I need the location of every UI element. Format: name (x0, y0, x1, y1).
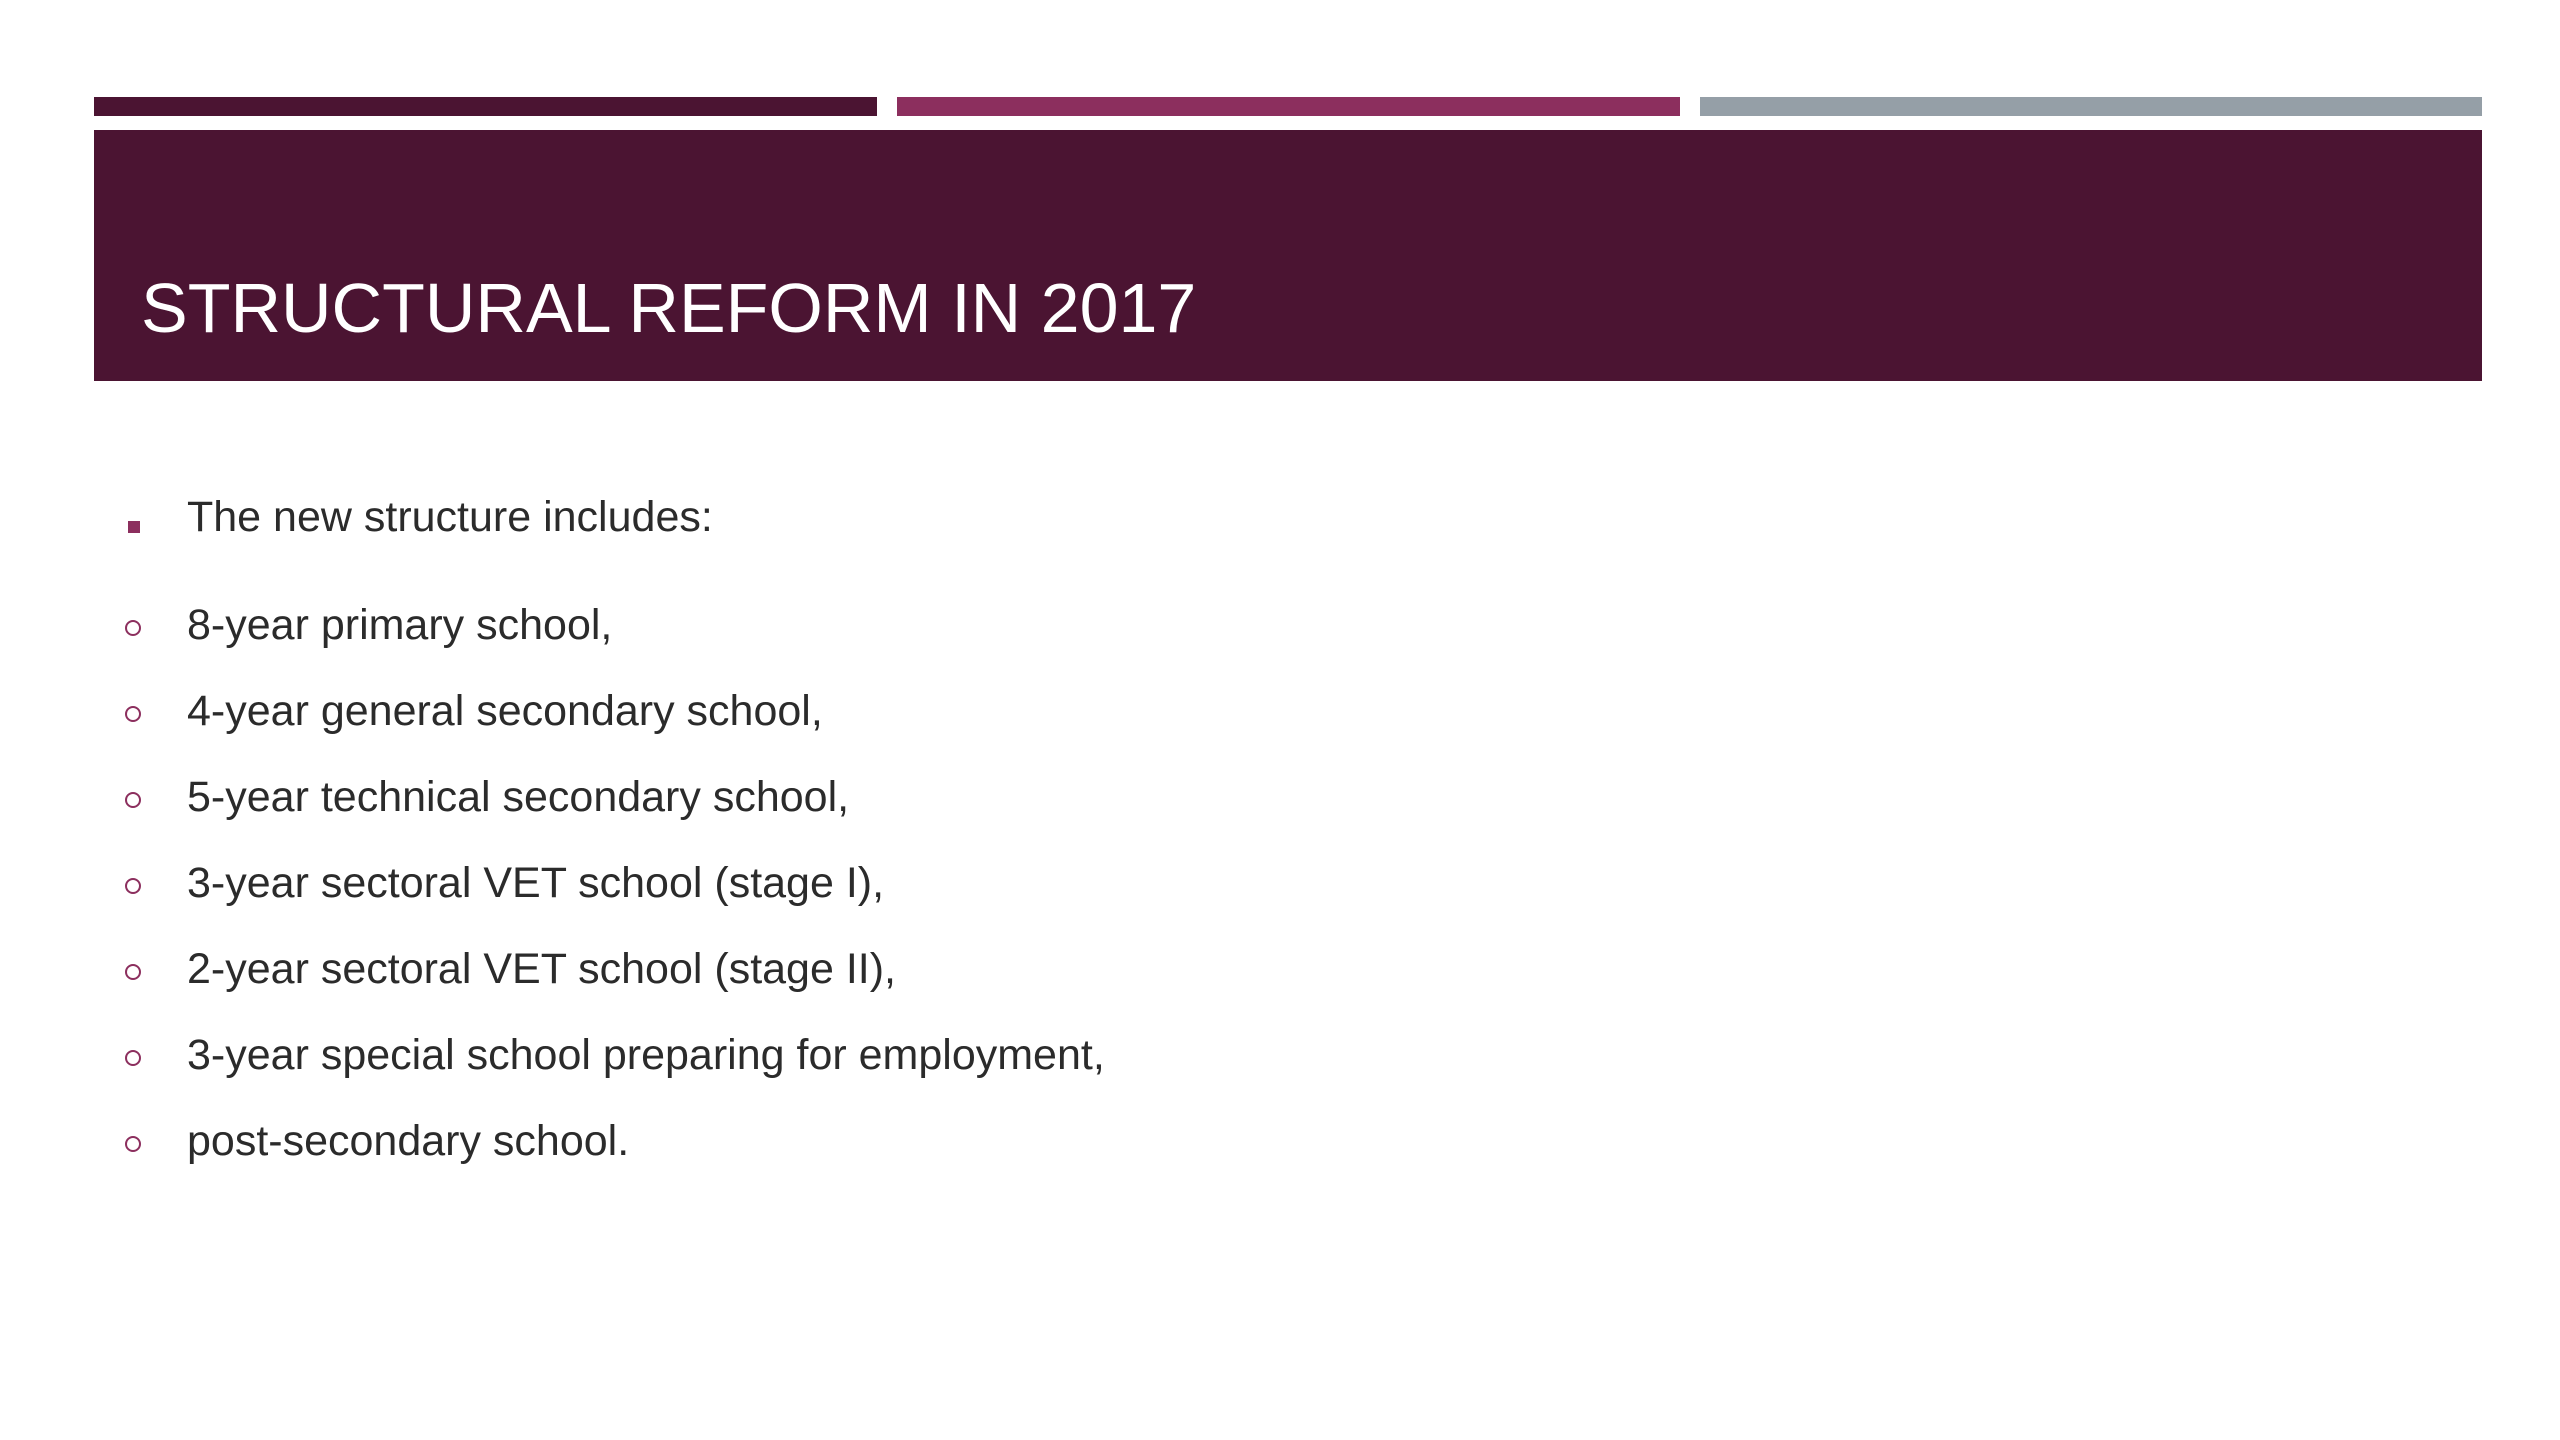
list-item-text: 2-year sectoral VET school (stage II), (187, 944, 896, 993)
circle-bullet-icon (125, 1050, 141, 1066)
list-item (115, 662, 2315, 748)
circle-bullet-icon (125, 620, 141, 636)
list-item-text: 4-year general secondary school, (187, 686, 823, 735)
accent-bar-dark (94, 97, 877, 116)
list-item-text: 3-year special school preparing for employment, (187, 1030, 1105, 1079)
title-band (94, 130, 2482, 381)
circle-bullet-icon (125, 706, 141, 722)
circle-bullet-icon (125, 1136, 141, 1152)
circle-bullet-icon (125, 964, 141, 980)
accent-bar-magenta (897, 97, 1680, 116)
list-item-text: The new structure includes: (187, 492, 713, 541)
list-item (115, 1006, 2315, 1092)
list-item-text: 3-year sectoral VET school (stage I), (187, 858, 885, 907)
bullet-list (115, 490, 2315, 1178)
list-item (115, 834, 2315, 920)
slide-title: STRUCTURAL REFORM IN 2017 (141, 269, 1197, 347)
list-item (115, 576, 2315, 662)
list-item-text: 5-year technical secondary school, (187, 772, 850, 821)
list-item-intro (115, 490, 2315, 576)
list-item-text: 8-year primary school, (187, 600, 613, 649)
accent-bar-gray (1700, 97, 2482, 116)
circle-bullet-icon (125, 792, 141, 808)
list-item-text: post-secondary school. (187, 1116, 630, 1165)
list-item (115, 748, 2315, 834)
square-bullet-icon (128, 521, 140, 533)
list-item (115, 920, 2315, 1006)
circle-bullet-icon (125, 878, 141, 894)
list-item (115, 1092, 2315, 1178)
